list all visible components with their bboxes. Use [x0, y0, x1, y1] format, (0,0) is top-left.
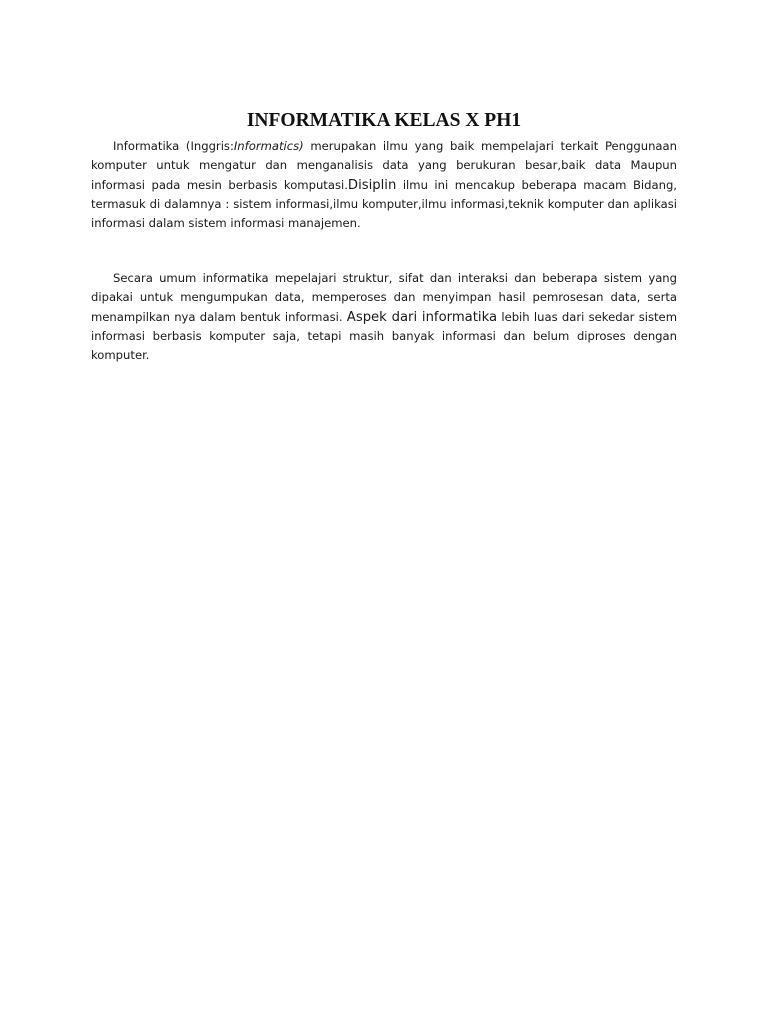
paragraph-2-text-a: Secara umum informatika mepelajari struktur, sifat dan interaksi dan beberapa sistem yang dipakai untuk mengumpukan data, memperoses dan menyimpan hasil pemrosesan data, serta menampilkan nya dalam bentuk informasi.: [91, 271, 677, 324]
paragraph-1-large-word: Disiplin: [347, 177, 397, 193]
paragraph-1-text-a: Informatika (Inggris:: [113, 139, 234, 153]
paragraph-1-text-b: merupakan ilmu yang baik mempelajari terkait Penggunaan komputer untuk mengatur dan menganalisis data yang berukuran besar,baik data Maupun informasi pada mesin berbasis komputasi.: [91, 139, 677, 192]
page-title: INFORMATIKA KELAS X PH1: [246, 110, 522, 131]
paragraph-1: [91, 137, 677, 233]
paragraph-1-text-c: ilmu ini mencakup beberapa macam Bidang, termasuk di dalamnya : sistem informasi,ilmu komputer,ilmu informasi,teknik komputer dan aplikasi informasi dalam sistem informasi manajemen.: [91, 177, 677, 231]
paragraph-2: [91, 269, 677, 365]
paragraph-1-italic-term: Informatics): [233, 139, 304, 153]
paragraph-2-text-b: lebih luas dari sekedar sistem informasi berbasis komputer saja, tetapi masih banyak informasi dan belum diproses dengan komputer.: [91, 309, 677, 363]
paragraph-2-large-phrase: Aspek dari informatika: [346, 309, 498, 325]
